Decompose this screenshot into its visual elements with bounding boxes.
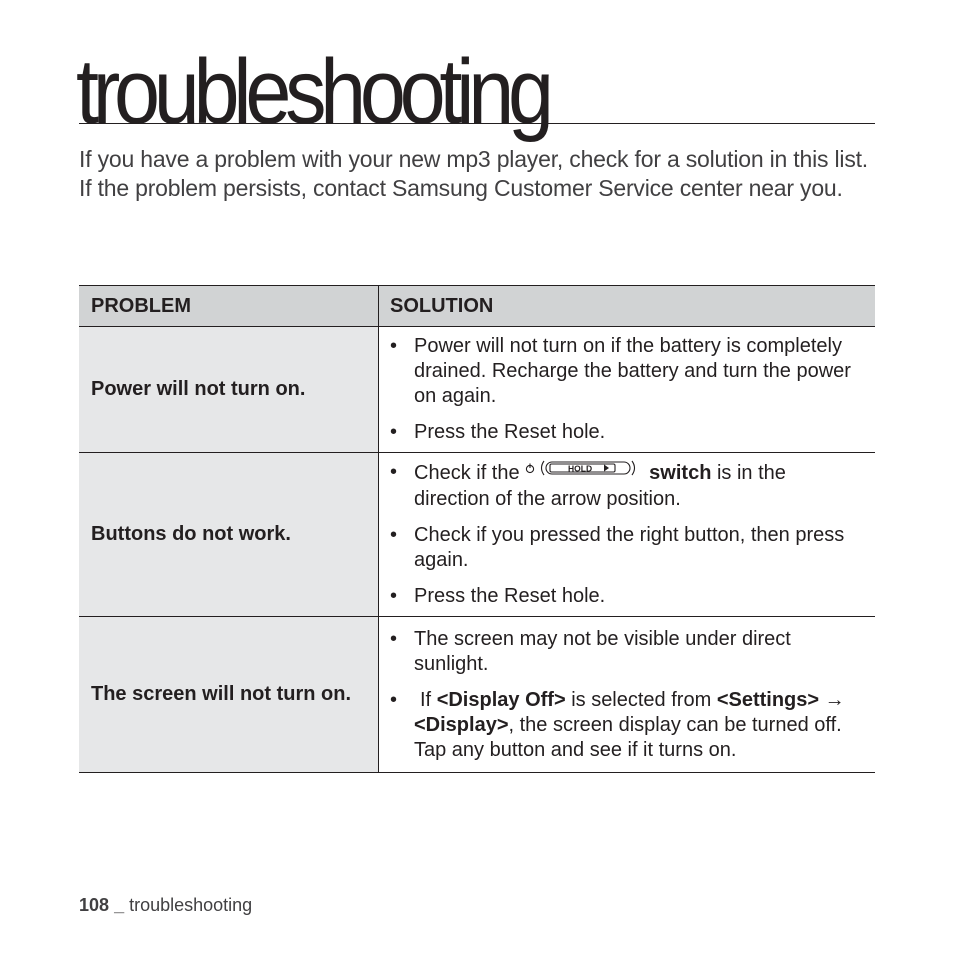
solution-text: is in the direction of the arrow position.: [414, 461, 786, 510]
solution-item: • Check if you pressed the right button, then press again.: [390, 523, 867, 573]
troubleshooting-table: [79, 285, 875, 773]
solution-item: • The screen may not be visible under direct sunlight.: [390, 627, 867, 677]
solution-item: • Power will not turn on if the battery is completely drained. Recharge the battery and turn the power on again.: [390, 334, 867, 409]
hold-label: HOLD: [567, 463, 592, 474]
table-header-row: [79, 286, 875, 327]
solution-cell: [379, 617, 876, 773]
solution-cell: [379, 327, 876, 453]
problem-cell: Buttons do not work.: [79, 453, 379, 617]
problem-column-header: PROBLEM: [79, 286, 379, 327]
solution-cell: [379, 453, 876, 617]
page-footer: [79, 895, 252, 916]
solution-bold-text: switch: [649, 461, 712, 484]
footer-separator: _: [114, 895, 125, 915]
solution-text: Check if the: [414, 461, 520, 484]
solution-item: • Press the Reset hole.: [390, 584, 867, 609]
page-number: 108: [79, 895, 110, 915]
solution-list: [390, 627, 867, 763]
title-divider: [79, 123, 875, 124]
solution-list: [390, 334, 867, 445]
solution-text: If: [420, 688, 432, 711]
intro-paragraph: If you have a problem with your new mp3 player, check for a solution in this list. If the problem persists, contact Samsung Customer Service center near you.: [79, 146, 868, 201]
solution-text: is selected from: [571, 688, 712, 711]
problem-cell: The screen will not turn on.: [79, 617, 379, 773]
problem-cell: Power will not turn on.: [79, 327, 379, 453]
hold-switch-icon: [524, 458, 640, 485]
solution-column-header: SOLUTION: [379, 286, 876, 327]
solution-item: • Press the Reset hole.: [390, 420, 867, 445]
table-row: [79, 617, 875, 773]
solution-list: [390, 460, 867, 609]
solution-item: [390, 688, 867, 763]
solution-bold-text: <Settings>: [716, 688, 820, 711]
footer-section: troubleshooting: [129, 895, 253, 915]
solution-item: [390, 460, 867, 512]
solution-bold-text: <Display>: [414, 713, 509, 736]
solution-bold-text: <Display Off>: [436, 688, 566, 711]
page-title: troubleshooting: [76, 41, 548, 143]
table-row: [79, 327, 875, 453]
table-row: [79, 453, 875, 617]
arrow-symbol: →: [824, 688, 845, 711]
solution-text: , the screen display can be turned off. Tap any button and see if it turns on.: [414, 713, 842, 761]
